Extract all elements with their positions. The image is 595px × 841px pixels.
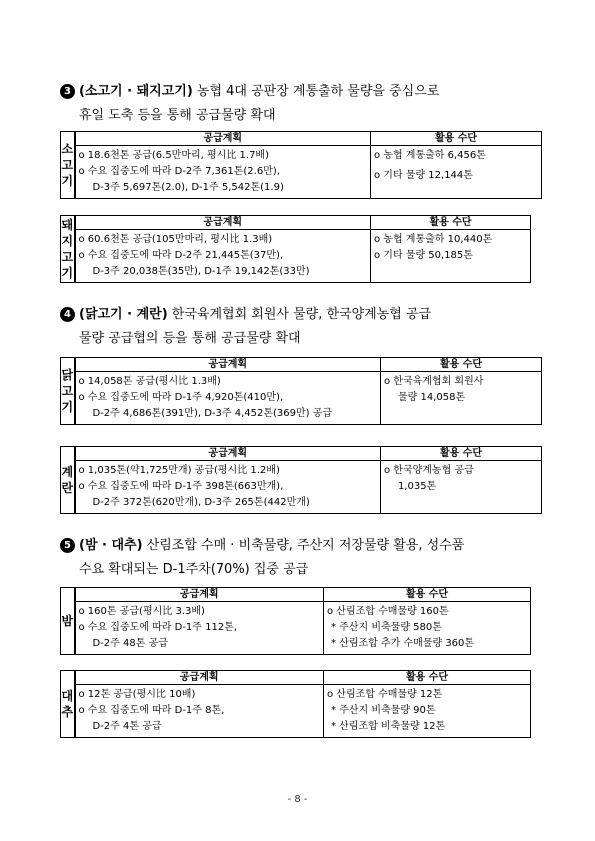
row-header-chestnut: 밤 <box>61 588 75 655</box>
plan-cell: o 1,035톤(약1,725만개) 공급(평시比 1.2배) o 수요 집중도에 따라 D-1주 398톤(663만개), D-2주 372톤(620만개), D-3주 265톤(442만개) <box>75 461 381 514</box>
chestnut-table <box>60 587 531 655</box>
section-4-heading <box>60 303 550 351</box>
egg-table <box>60 446 542 514</box>
col-header-means: 활용 수단 <box>381 447 542 461</box>
section-3-heading <box>60 80 550 128</box>
row-header-pork: 돼 지 고 기 <box>61 216 75 283</box>
plan-cell: o 14,058톤 공급(평시比 1.3배) o 수요 집중도에 따라 D-1주 4,920톤(410만), D-2주 4,686톤(391만), D-3주 4,452톤(369만) 공급 <box>75 372 381 425</box>
plan-cell: o 60.6천톤 공급(105만마리, 평시比 1.3배) o 수요 집중도에 따라 D-2주 21,445톤(37만), D-3주 20,038톤(35만), D-1주 19,142톤(33만) <box>75 230 371 283</box>
col-header-means: 활용 수단 <box>371 216 531 230</box>
plan-cell: o 12톤 공급(평시比 10배) o 수요 집중도에 따라 D-1주 8톤, D-2주 4톤 공급 <box>75 685 324 738</box>
section-title: (밤 · 대추) <box>79 538 143 553</box>
section-title: (소고기 · 돼지고기) <box>79 84 193 99</box>
chicken-table <box>60 357 542 425</box>
means-cell: o 농협 계통출하 6,456톤 o 기타 물량 12,144톤 <box>371 146 542 199</box>
col-header-plan: 공급계획 <box>75 132 371 146</box>
section-text-line1: 농협 4대 공판장 계통출하 물량을 중심으로 <box>192 84 440 99</box>
section-text-line1: 산림조합 수매 · 비축물량, 주산지 저장물량 활용, 성수품 <box>142 538 465 553</box>
row-header-beef: 소 고 기 <box>61 132 75 199</box>
section-text-line2: 수요 확대되는 D-1주차(70%) 집중 공급 <box>79 562 309 577</box>
col-header-plan: 공급계획 <box>75 447 381 461</box>
beef-table <box>60 131 542 199</box>
col-header-means: 활용 수단 <box>381 358 542 372</box>
means-cell: o 한국육계협회 회원사 물량 14,058톤 <box>381 372 542 425</box>
pork-table <box>60 215 531 283</box>
section-title: (닭고기 · 계란) <box>79 307 168 322</box>
means-cell: o 산림조합 수매물량 12톤 * 주산지 비축물량 90톤 * 산림조합 비축물량 12톤 <box>324 685 531 738</box>
row-header-chicken: 닭 고 기 <box>61 358 75 425</box>
row-header-jujube: 대 추 <box>61 671 75 738</box>
col-header-plan: 공급계획 <box>75 671 324 685</box>
section-number: 5 <box>60 538 75 553</box>
jujube-table <box>60 670 531 738</box>
means-cell: o 한국양계농협 공급 1,035톤 <box>381 461 542 514</box>
col-header-means: 활용 수단 <box>324 588 531 602</box>
col-header-plan: 공급계획 <box>75 358 381 372</box>
means-cell: o 산림조합 수매물량 160톤 * 주산지 비축물량 580톤 * 산림조합 추가 수매물량 360톤 <box>324 602 531 655</box>
col-header-means: 활용 수단 <box>324 671 531 685</box>
col-header-plan: 공급계획 <box>75 216 371 230</box>
section-5-heading <box>60 534 550 582</box>
section-text-line2: 휴일 도축 등을 통해 공급물량 확대 <box>79 108 276 123</box>
means-cell: o 농협 계통출하 10,440톤 o 기타 물량 50,185톤 <box>371 230 531 283</box>
row-header-egg: 계 란 <box>61 447 75 514</box>
section-text-line1: 한국육계협회 회원사 물량, 한국양계농협 공급 <box>167 307 432 322</box>
col-header-plan: 공급계획 <box>75 588 324 602</box>
plan-cell: o 160톤 공급(평시比 3.3배) o 수요 집중도에 따라 D-1주 112톤, D-2주 48톤 공급 <box>75 602 324 655</box>
section-number: 3 <box>60 84 75 99</box>
section-text-line2: 물량 공급협의 등을 통해 공급물량 확대 <box>79 331 301 346</box>
page-number: - 8 - <box>287 794 308 805</box>
col-header-means: 활용 수단 <box>371 132 542 146</box>
plan-cell: o 18.6천톤 공급(6.5만마리, 평시比 1.7배) o 수요 집중도에 따라 D-2주 7,361톤(2.6만), D-3주 5,697톤(2.0), D-1주 5,542톤(1.9) <box>75 146 371 199</box>
section-number: 4 <box>60 307 75 322</box>
